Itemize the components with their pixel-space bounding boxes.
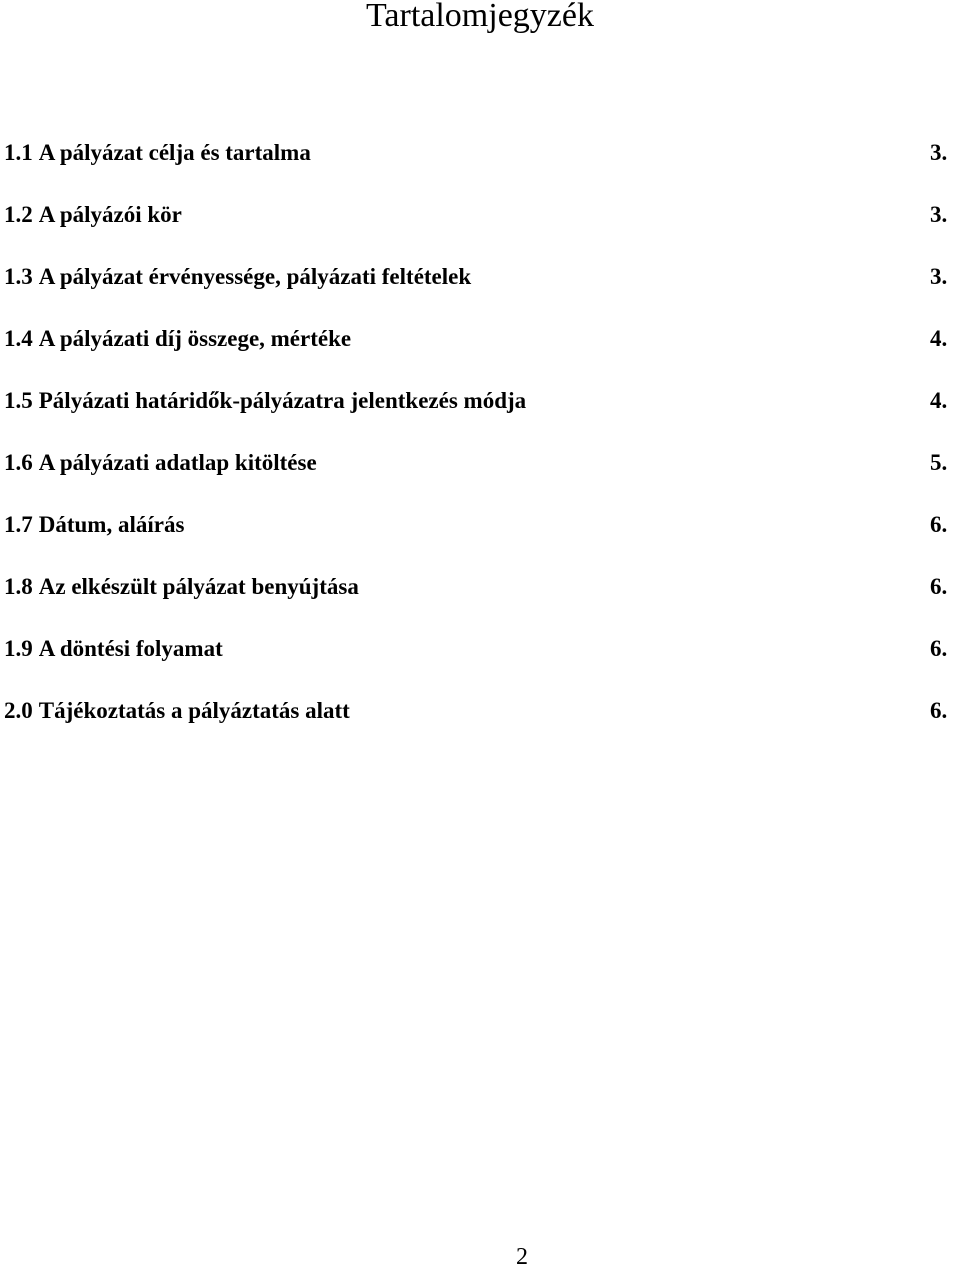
toc-entry-number: 1.7	[4, 512, 33, 537]
toc-entry-number: 1.5	[4, 388, 33, 413]
toc-entry-text: Pályázati határidők-pályázatra jelentkezés módja	[38, 388, 527, 413]
toc-entry-number: 1.8	[4, 574, 33, 599]
toc-entry-1-4[interactable]	[4, 320, 960, 382]
page-title: Tartalomjegyzék	[366, 0, 594, 34]
toc-entry-number: 1.3	[4, 264, 33, 289]
toc-entry-text: A pályázat érvényessége, pályázati feltételek	[38, 264, 472, 289]
toc-entry-page: 6.	[930, 574, 948, 599]
toc-entry-page: 6.	[930, 636, 948, 661]
toc-entry-text: A döntési folyamat	[38, 636, 223, 661]
toc-entry-2-0[interactable]	[4, 692, 960, 754]
toc-entry-text: A pályázói kör	[38, 202, 182, 227]
toc-entry-1-7[interactable]	[4, 506, 960, 568]
toc-entry-page: 3.	[930, 140, 948, 165]
toc-entry-page: 4.	[930, 326, 948, 351]
toc-entry-1-9[interactable]	[4, 630, 960, 692]
toc-entry-number: 2.0	[4, 698, 33, 723]
toc-entry-page: 6.	[930, 512, 948, 537]
toc-entry-number: 1.4	[4, 326, 33, 351]
toc-entry-page: 3.	[930, 202, 948, 227]
toc-entry-1-1[interactable]	[4, 134, 960, 196]
toc-entry-number: 1.6	[4, 450, 33, 475]
toc-entry-page: 3.	[930, 264, 948, 289]
toc-entry-number: 1.1	[4, 140, 33, 165]
toc-entry-page: 6.	[930, 698, 948, 723]
toc-entry-text: Dátum, aláírás	[38, 512, 185, 537]
toc-entry-number: 1.9	[4, 636, 33, 661]
table-of-contents	[4, 134, 960, 754]
toc-entry-number: 1.2	[4, 202, 33, 227]
toc-entry-text: Tájékoztatás a pályáztatás alatt	[38, 698, 350, 723]
toc-entry-1-3[interactable]	[4, 258, 960, 320]
toc-entry-text: A pályázati díj összege, mértéke	[38, 326, 352, 351]
toc-entry-page: 5.	[930, 450, 948, 475]
toc-entry-1-2[interactable]	[4, 196, 960, 258]
toc-entry-1-6[interactable]	[4, 444, 960, 506]
toc-entry-1-5[interactable]	[4, 382, 960, 444]
toc-entry-text: A pályázat célja és tartalma	[38, 140, 311, 165]
toc-entry-1-8[interactable]	[4, 568, 960, 630]
toc-entry-text: A pályázati adatlap kitöltése	[38, 450, 317, 475]
toc-entry-text: Az elkészült pályázat benyújtása	[38, 574, 359, 599]
page-number: 2	[516, 1244, 528, 1270]
toc-entry-page: 4.	[930, 388, 948, 413]
